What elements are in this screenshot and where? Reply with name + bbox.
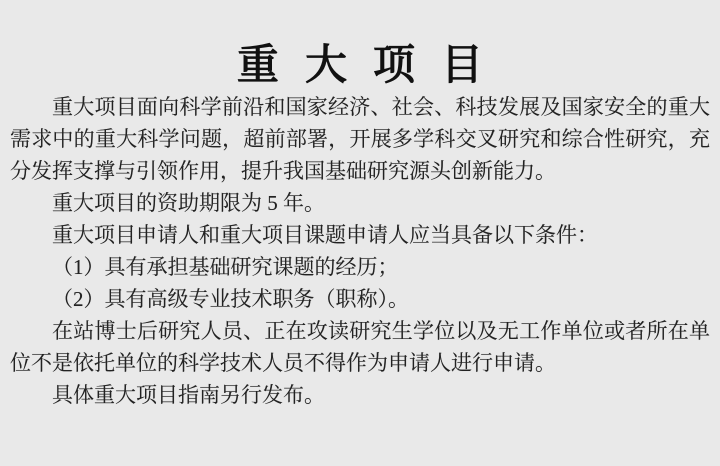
condition-item-1: （1）具有承担基础研究课题的经历；	[52, 255, 399, 279]
paragraph-restrictions: 在站博士后研究人员、正在攻读研究生学位以及无工作单位或者所在单位不是依托单位的科学技术人员不得作为申请人进行申请。	[10, 319, 710, 375]
document-title: 重大项目	[236, 43, 510, 89]
paragraph-intro: 重大项目面向科学前沿和国家经济、社会、科技发展及国家安全的重大需求中的重大科学问题，超前部署，开展多学科交叉研究和综合性研究，充分发挥支撑与引领作用，提升我国基础研究源头创新能力。	[10, 95, 710, 183]
condition-item-2: （2）具有高级专业技术职务（职称）。	[52, 287, 409, 311]
paragraph-funding-period: 重大项目的资助期限为 5 年。	[52, 191, 325, 215]
paragraph-applicant-conditions: 重大项目申请人和重大项目课题申请人应当具备以下条件：	[52, 223, 598, 247]
document-body	[10, 91, 710, 411]
paragraph-guide-notice: 具体重大项目指南另行发布。	[52, 383, 325, 407]
